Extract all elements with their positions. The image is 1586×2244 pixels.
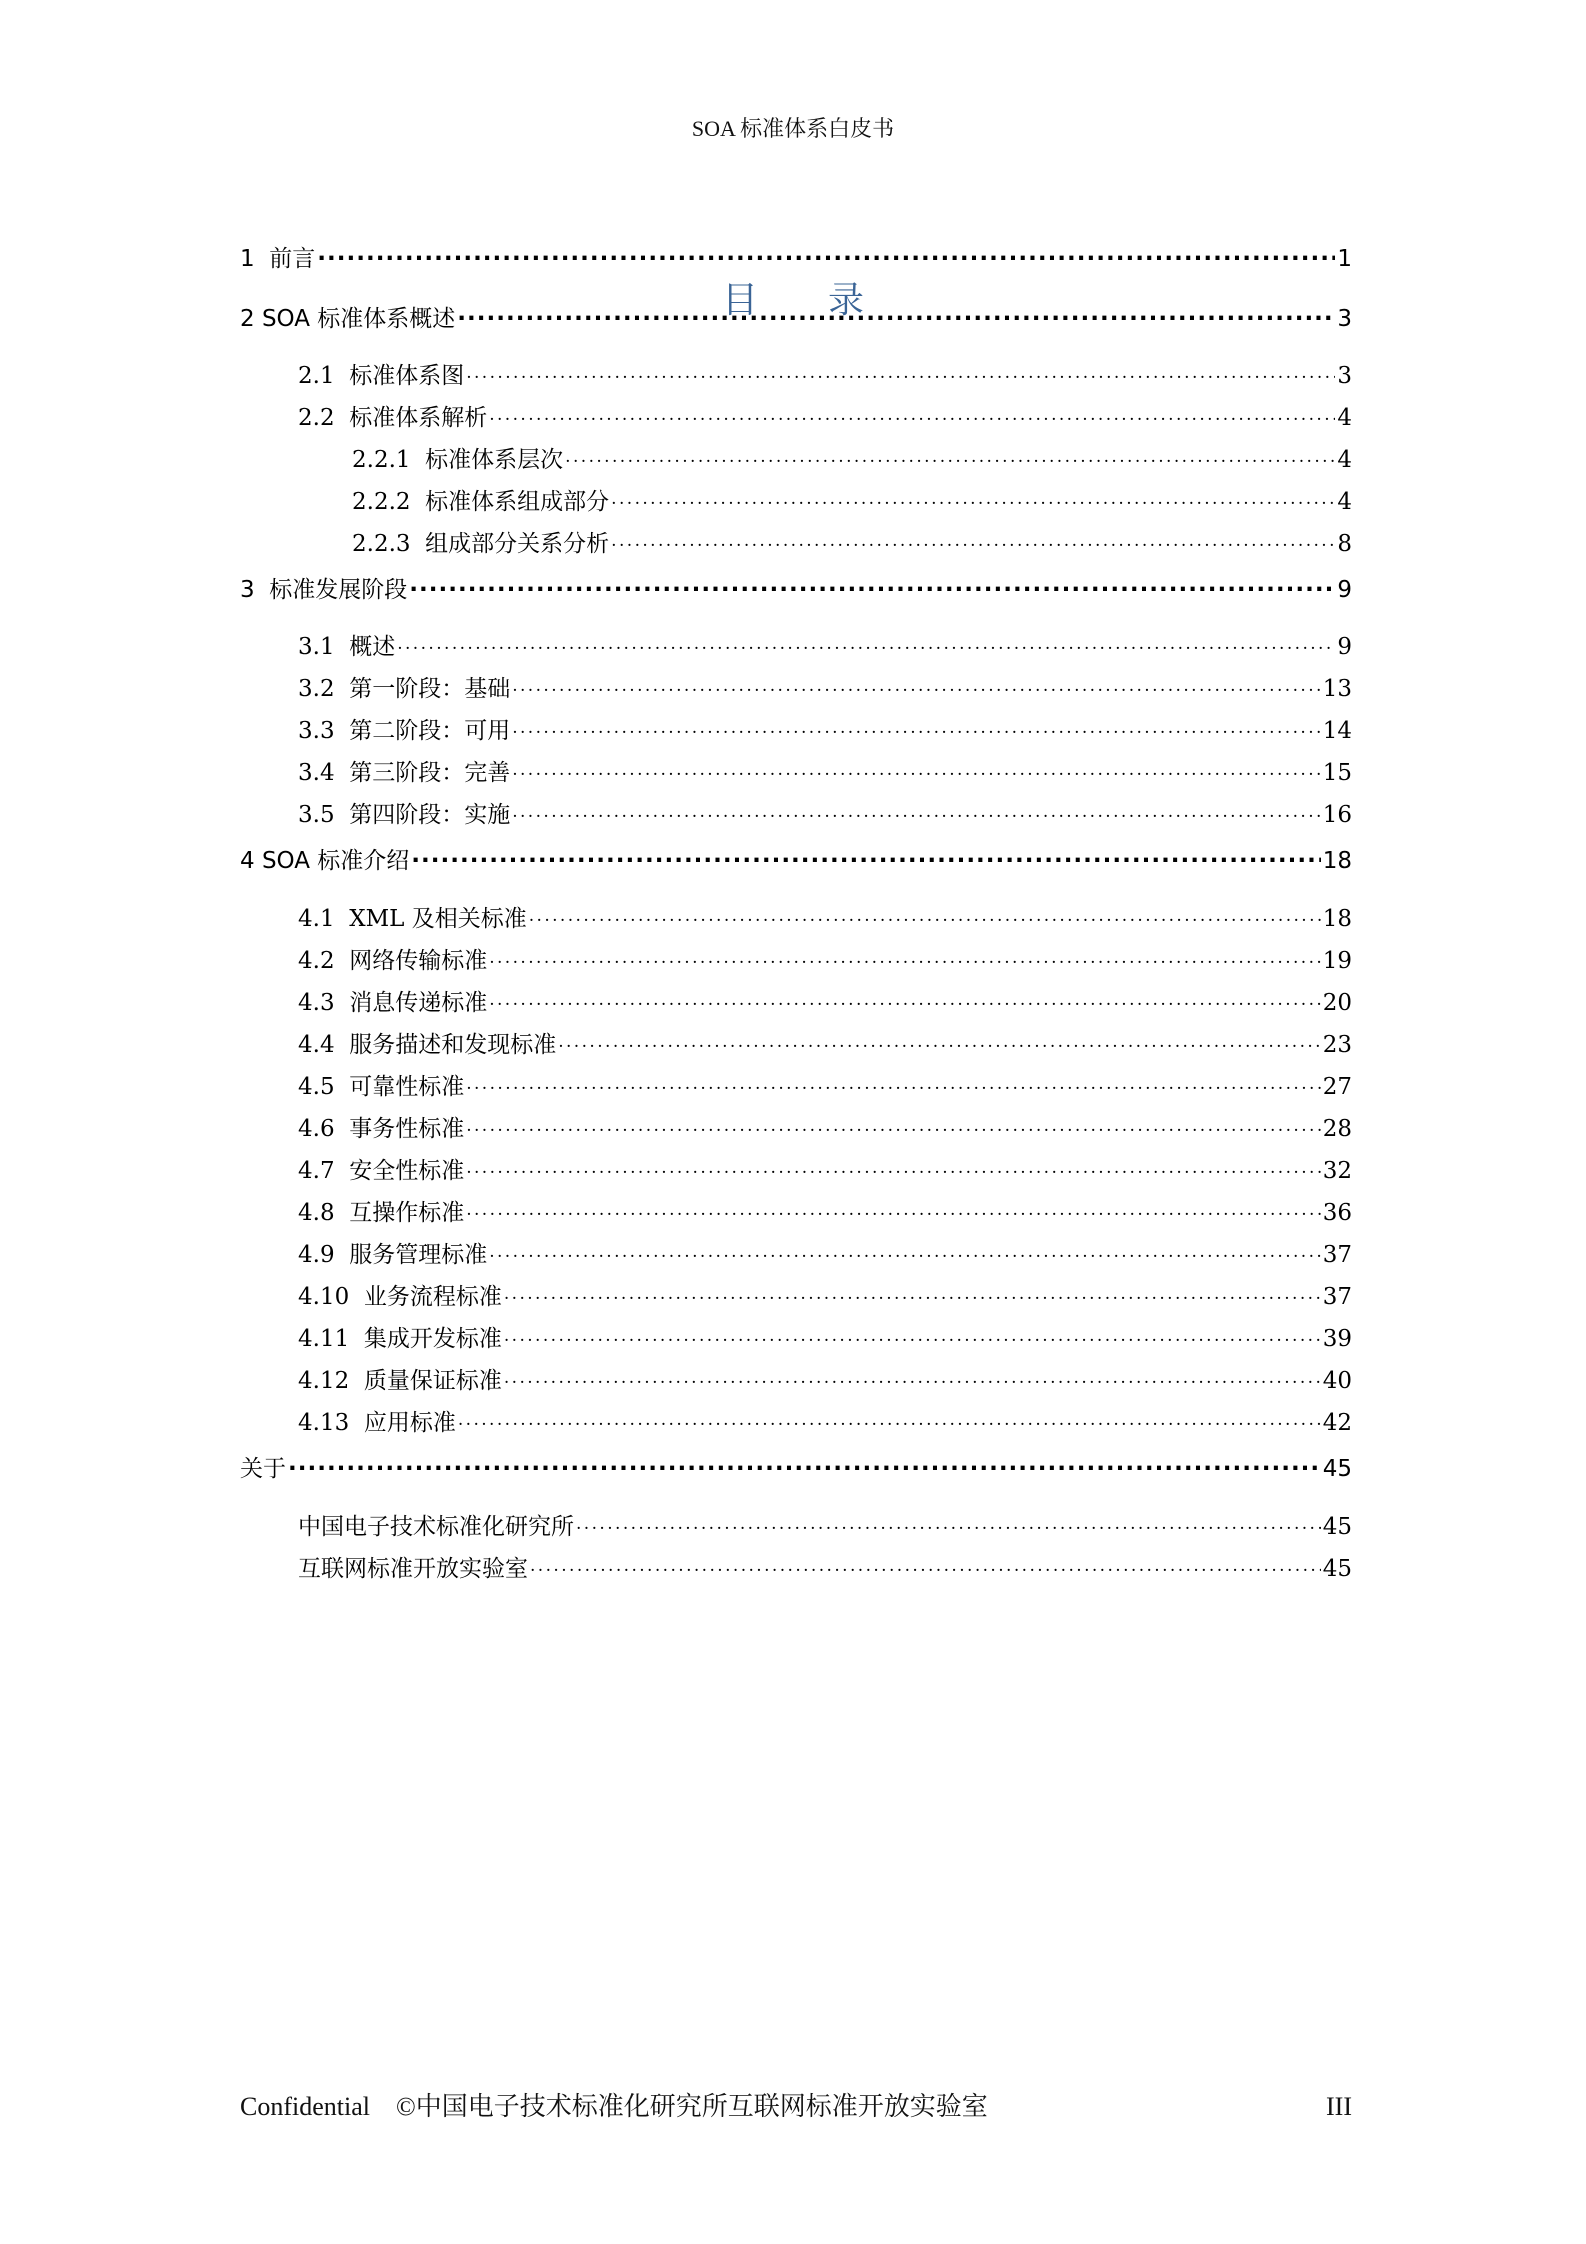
toc-dot-leader (489, 402, 1335, 425)
toc-entry-label (298, 399, 487, 432)
toc-entry-label (298, 1026, 556, 1059)
toc-entry[interactable] (298, 754, 1352, 787)
toc-entry-page: 37 (1322, 1284, 1352, 1310)
toc-entry-label (298, 628, 395, 661)
toc-entry[interactable] (298, 1194, 1352, 1227)
toc-entry-label (298, 1110, 464, 1143)
toc-entry-title: 服务管理标准 (349, 1242, 488, 1268)
toc-dot-leader (458, 1407, 1321, 1430)
toc-entry-title: SOA 标准介绍 (261, 848, 410, 874)
toc-entry-title: 互联网标准开放实验室 (298, 1556, 528, 1582)
toc-entry-page: 16 (1322, 802, 1352, 828)
toc-entry-page: 27 (1322, 1074, 1352, 1100)
toc-entry[interactable] (298, 1508, 1352, 1541)
toc-entry-page: 36 (1322, 1200, 1352, 1226)
toc-entry-title: 质量保证标准 (363, 1368, 502, 1394)
toc-entry-number: 4.6 (298, 1116, 335, 1142)
toc-entry-page: 4 (1337, 447, 1352, 473)
toc-entry-number: 4.4 (298, 1032, 335, 1058)
toc-entry-page: 28 (1322, 1116, 1352, 1142)
toc-dot-leader (466, 360, 1335, 383)
toc-entry-title: XML 及相关标准 (349, 906, 527, 932)
toc-dot-leader (530, 1553, 1321, 1576)
toc-entry-label (298, 900, 527, 933)
toc-entry[interactable] (352, 483, 1352, 516)
toc-entry-page: 37 (1322, 1242, 1352, 1268)
toc-entry-number: 2.2.1 (352, 447, 411, 473)
toc-dot-leader (457, 303, 1335, 326)
toc-entry-label (298, 984, 487, 1017)
toc-entry-label (298, 1152, 464, 1185)
toc-dot-leader (409, 574, 1335, 597)
toc-dot-leader (411, 845, 1320, 868)
toc-entry-number: 4.1 (298, 906, 335, 932)
toc-dot-leader (466, 1071, 1321, 1094)
toc-entry-page: 9 (1337, 577, 1352, 603)
toc-entry-label (240, 240, 315, 273)
toc-entry-page: 45 (1322, 1556, 1352, 1582)
toc-entry-page: 40 (1322, 1368, 1352, 1394)
toc-dot-leader (466, 1197, 1321, 1220)
toc-entry[interactable] (298, 670, 1352, 703)
toc-entry-title: 应用标准 (363, 1410, 456, 1436)
toc-entry-label (240, 300, 455, 333)
toc-entry-number: 2.2.3 (352, 531, 411, 557)
toc-entry[interactable] (298, 357, 1352, 390)
toc-entry[interactable] (240, 571, 1352, 604)
toc-entry-title: SOA 标准体系概述 (261, 306, 456, 332)
toc-entry-page: 3 (1337, 306, 1352, 332)
toc-entry-label (298, 1068, 464, 1101)
toc-dot-leader (512, 673, 1321, 696)
footer-confidential: Confidential (240, 2092, 370, 2121)
toc-entry-page: 23 (1322, 1032, 1352, 1058)
toc-entry-page: 3 (1337, 363, 1352, 389)
toc-entry-number: 4.9 (298, 1242, 335, 1268)
toc-entry-page: 19 (1322, 948, 1352, 974)
toc-entry-title: 第四阶段：实施 (349, 802, 511, 828)
toc-entry-label (352, 525, 609, 558)
toc-entry-page: 14 (1322, 718, 1352, 744)
toc-entry[interactable] (298, 984, 1352, 1017)
toc-entry[interactable] (240, 240, 1352, 273)
toc-entry-number: 1 (240, 246, 255, 272)
toc-dot-leader (466, 1155, 1321, 1178)
toc-entry[interactable] (298, 712, 1352, 745)
toc-dot-leader (576, 1511, 1321, 1534)
toc-dot-leader (504, 1281, 1321, 1304)
toc-entry-number: 2.2 (298, 405, 335, 431)
toc-title-left: 目 (721, 280, 758, 321)
toc-dot-leader (489, 945, 1321, 968)
toc-entry-number: 4.3 (298, 990, 335, 1016)
toc-entry[interactable] (298, 796, 1352, 829)
toc-dot-leader (565, 444, 1335, 467)
toc-dot-leader (288, 1453, 1321, 1476)
toc-entry[interactable] (298, 1278, 1352, 1311)
toc-entry-number: 3.3 (298, 718, 335, 744)
toc-entry-label (240, 571, 407, 604)
toc-entry-label (298, 1508, 574, 1541)
toc-entry-title: 网络传输标准 (349, 948, 488, 974)
toc-entry-page: 4 (1337, 405, 1352, 431)
toc-entry-label (352, 441, 563, 474)
toc-entry[interactable] (298, 942, 1352, 975)
toc-entry-title: 标准体系组成部分 (425, 489, 610, 515)
toc-entry-title: 事务性标准 (349, 1116, 465, 1142)
toc-entry-number: 4 (240, 848, 255, 874)
toc-entry-number: 3.2 (298, 676, 335, 702)
toc-entry-label (298, 1236, 487, 1269)
toc-entry-page: 39 (1322, 1326, 1352, 1352)
toc-entry[interactable] (240, 300, 1352, 333)
toc-dot-leader (512, 715, 1321, 738)
toc-entry-label (298, 1550, 528, 1583)
toc-entry-number: 4.12 (298, 1368, 350, 1394)
toc-entry-page: 42 (1322, 1410, 1352, 1436)
toc-entry-label (298, 1194, 464, 1227)
toc-entry-title: 前言 (269, 246, 316, 272)
toc-dot-leader (504, 1323, 1321, 1346)
toc-entry-label (352, 483, 609, 516)
toc-entry-title: 消息传递标准 (349, 990, 488, 1016)
toc-entry[interactable] (298, 1236, 1352, 1269)
toc-entry[interactable] (298, 1068, 1352, 1101)
toc-title-right: 录 (828, 280, 865, 321)
toc-entry[interactable] (298, 1404, 1352, 1437)
toc-entry-title: 可靠性标准 (349, 1074, 465, 1100)
toc-entry-number: 4.2 (298, 948, 335, 974)
toc-entry-title: 关于 (240, 1456, 286, 1482)
toc-entry-title: 业务流程标准 (363, 1284, 502, 1310)
toc-entry-number: 4.8 (298, 1200, 335, 1226)
toc-entry-label (298, 670, 510, 703)
toc-dot-leader (317, 243, 1335, 266)
toc-entry-label (298, 1278, 502, 1311)
toc-entry[interactable] (240, 1450, 1352, 1483)
toc-entry-number: 3.1 (298, 634, 335, 660)
toc-dot-leader (466, 1113, 1321, 1136)
toc-entry-number: 4.7 (298, 1158, 335, 1184)
toc-entry-title: 标准体系层次 (425, 447, 564, 473)
toc-entry-title: 第二阶段：可用 (349, 718, 511, 744)
toc-entry-number: 4.5 (298, 1074, 335, 1100)
toc-entry[interactable] (298, 1026, 1352, 1059)
toc-entry-label (298, 1362, 502, 1395)
toc-entry[interactable] (298, 1362, 1352, 1395)
toc-entry-page: 18 (1322, 848, 1352, 874)
toc-entry[interactable] (240, 842, 1352, 875)
toc-entry-page: 32 (1322, 1158, 1352, 1184)
toc-entry-label (240, 1450, 286, 1483)
toc-entry[interactable] (298, 628, 1352, 661)
toc-dot-leader (489, 1239, 1321, 1262)
toc-dot-leader (558, 1029, 1321, 1052)
toc-entry-number: 2 (240, 306, 255, 332)
toc-entry-title: 第三阶段：完善 (349, 760, 511, 786)
toc-entry[interactable] (298, 1320, 1352, 1353)
toc-entry-title: 服务描述和发现标准 (349, 1032, 557, 1058)
toc-entry-label (298, 357, 464, 390)
toc-entry-title: 互操作标准 (349, 1200, 465, 1226)
toc-entry-label (298, 942, 487, 975)
toc-entry-label (298, 754, 510, 787)
toc-entry-page: 20 (1322, 990, 1352, 1016)
toc-dot-leader (512, 757, 1321, 780)
toc-entry-label (240, 842, 409, 875)
toc-entry-title: 组成部分关系分析 (425, 531, 610, 557)
toc-entry-label (298, 712, 510, 745)
toc-entry-title: 标准发展阶段 (269, 577, 408, 603)
toc-entry-number: 3 (240, 577, 255, 603)
toc-entry-page: 8 (1337, 531, 1352, 557)
toc-entry-number: 3.5 (298, 802, 335, 828)
toc-entry[interactable] (298, 399, 1352, 432)
toc-entry-number: 2.2.2 (352, 489, 411, 515)
toc-entry-number: 2.1 (298, 363, 335, 389)
toc-entry-page: 45 (1322, 1456, 1352, 1482)
toc-dot-leader (489, 987, 1321, 1010)
page-header: SOA 标准体系白皮书 (691, 116, 895, 141)
footer-copyright: ©中国电子技术标准化研究所互联网标准开放实验室 (395, 2092, 988, 2121)
toc-entry-page: 4 (1337, 489, 1352, 515)
toc-dot-leader (397, 631, 1335, 654)
page-footer (240, 2086, 1352, 2123)
toc-entry-page: 13 (1322, 676, 1352, 702)
toc-entry-label (298, 1404, 456, 1437)
toc-entry-page: 15 (1322, 760, 1352, 786)
toc-entry-title: 标准体系图 (349, 363, 465, 389)
toc-entry-title: 第一阶段：基础 (349, 676, 511, 702)
toc-dot-leader (504, 1365, 1321, 1388)
toc-dot-leader (529, 903, 1321, 926)
toc-entry-number: 4.13 (298, 1410, 350, 1436)
toc-entry[interactable] (352, 525, 1352, 558)
toc-entry-number: 4.11 (298, 1326, 350, 1352)
toc-dot-leader (512, 799, 1321, 822)
footer-page-number: III (1326, 2092, 1352, 2121)
toc-entry-page: 45 (1322, 1514, 1352, 1540)
toc-entry-page: 1 (1337, 246, 1352, 272)
toc-entry-number: 4.10 (298, 1284, 350, 1310)
toc-entry-title: 集成开发标准 (363, 1326, 502, 1352)
toc-entry-number: 3.4 (298, 760, 335, 786)
toc-entry[interactable] (298, 900, 1352, 933)
toc-entry-page: 9 (1337, 634, 1352, 660)
toc-entry-title: 中国电子技术标准化研究所 (298, 1514, 574, 1540)
toc-entry[interactable] (298, 1550, 1352, 1583)
toc-entry[interactable] (352, 441, 1352, 474)
toc-entry[interactable] (298, 1110, 1352, 1143)
toc-entry[interactable] (298, 1152, 1352, 1185)
toc-entry-label (298, 1320, 502, 1353)
toc-entry-title: 概述 (349, 634, 396, 660)
toc-entry-title: 标准体系解析 (349, 405, 488, 431)
toc-entry-title: 安全性标准 (349, 1158, 465, 1184)
toc-entry-page: 18 (1322, 906, 1352, 932)
toc-entry-label (298, 796, 510, 829)
toc-dot-leader (611, 486, 1335, 509)
toc-dot-leader (611, 528, 1335, 551)
